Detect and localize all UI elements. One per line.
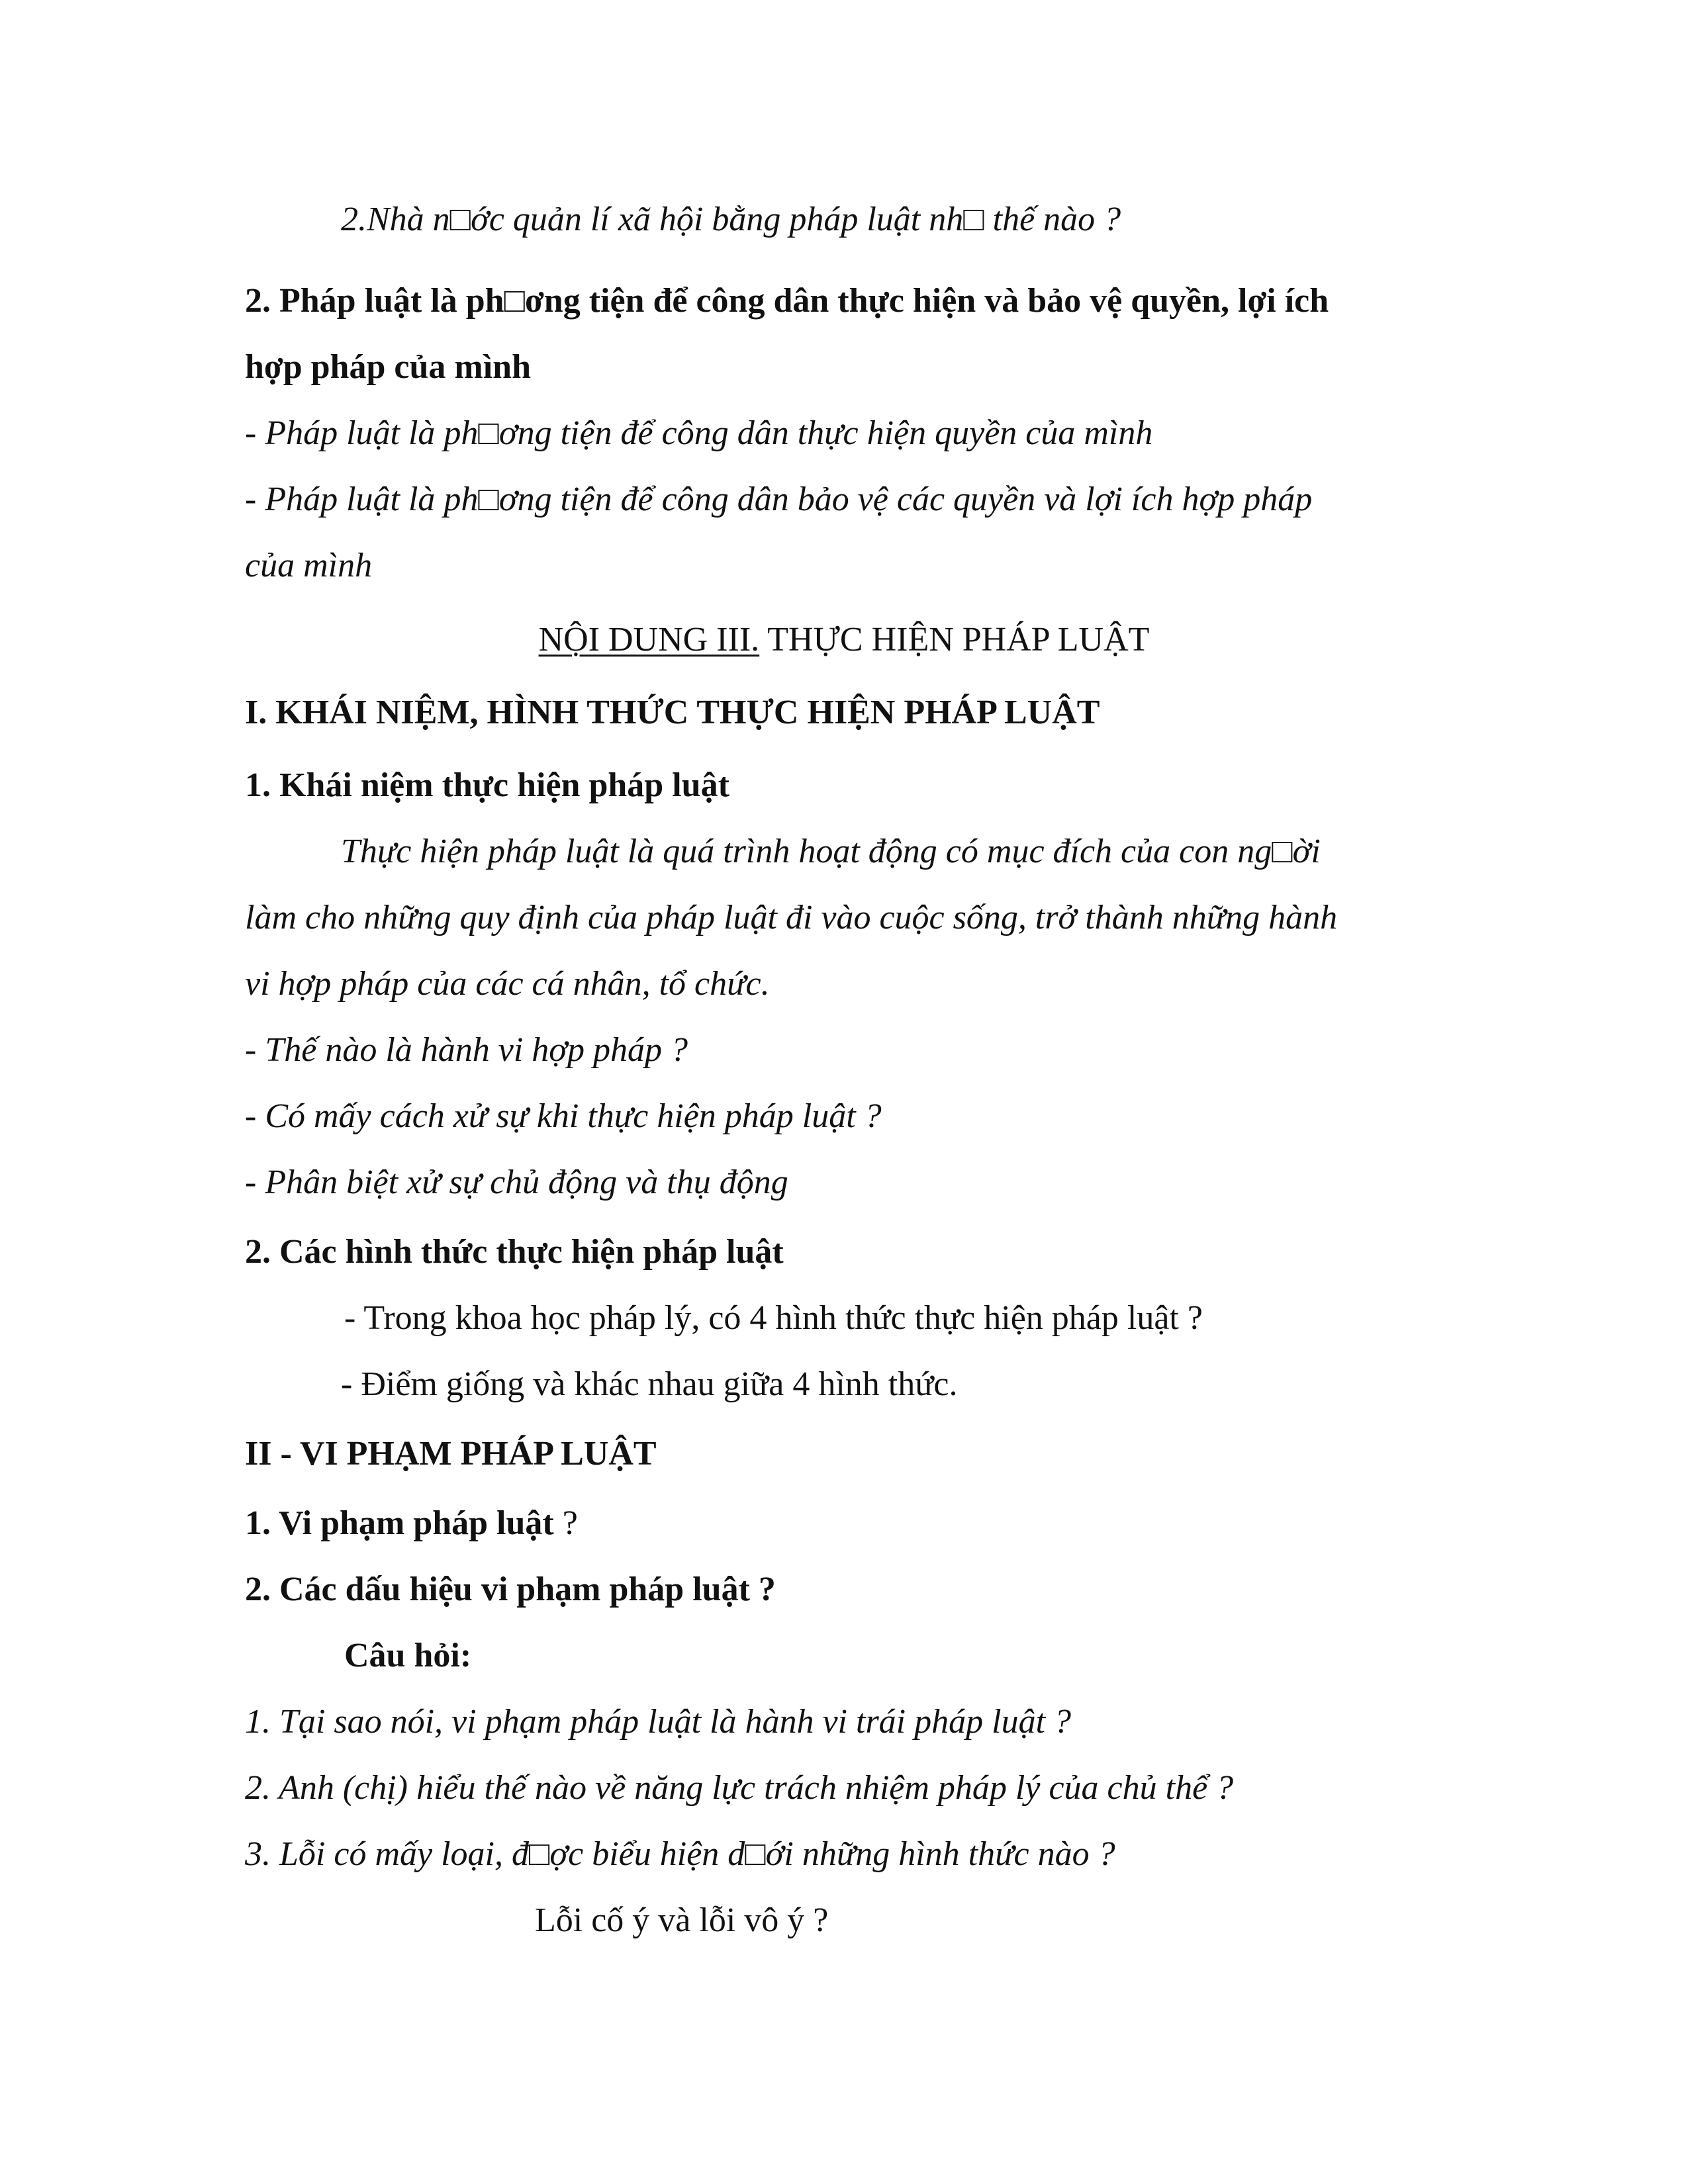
question-2: 2. Anh (chị) hiểu thế nào về năng lực trách nhiệm pháp lý của chủ thể ? [245, 1769, 1234, 1807]
forms-point-2: - Điểm giống và khác nhau giữa 4 hình thức. [341, 1365, 958, 1403]
content-3-title-label: NỘI DUNG III. [538, 621, 760, 659]
question-legal-behavior: - Thế nào là hành vi hợp pháp ? [245, 1031, 688, 1069]
definition-line-1: Thực hiện pháp luật là quá trình hoạt động có mục đích của con ng□ời [341, 833, 1321, 870]
question-1: 1. Tại sao nói, vi phạm pháp luật là hành vi trái pháp luật ? [245, 1703, 1072, 1741]
forms-point-1: - Trong khoa học pháp lý, có 4 hình thức thực hiện pháp luật ? [344, 1299, 1203, 1337]
part-1-heading: I. KHÁI NIỆM, HÌNH THỨC THỰC HIỆN PHÁP LUẬT [245, 694, 1100, 731]
violation-item-1 [245, 1502, 578, 1545]
content-3-title-text: THỰC HIỆN PHÁP LUẬT [759, 621, 1150, 659]
violation-item-1-mark: ? [553, 1504, 578, 1542]
section-2-point-2-line-1: - Pháp luật là ph□ơng tiện để công dân bảo vệ các quyền và lợi ích hợp pháp [245, 480, 1313, 518]
content-3-title [0, 619, 1688, 661]
question-ways: - Có mấy cách xử sự khi thực hiện pháp luật ? [245, 1097, 882, 1135]
section-2-point-2-line-2: của mình [245, 547, 373, 584]
part-2-heading: II - VI PHẠM PHÁP LUẬT [245, 1435, 657, 1473]
violation-item-2: 2. Các dấu hiệu vi phạm pháp luật ? [245, 1570, 776, 1608]
section-2-heading-line-1: 2. Pháp luật là ph□ơng tiện để công dân thực hiện và bảo vệ quyền, lợi ích [245, 282, 1329, 320]
questions-label: Câu hỏi: [344, 1637, 472, 1674]
section-2-heading-line-2: hợp pháp của mình [245, 348, 531, 386]
definition-line-2: làm cho những quy định của pháp luật đi vào cuộc sống, trở thành những hành [245, 899, 1338, 936]
violation-item-1-label: 1. Vi phạm pháp luật [245, 1504, 554, 1542]
fault-types: Lỗi cố ý và lỗi vô ý ? [535, 1901, 829, 1939]
previous-question-2: 2.Nhà n□ớc quản lí xã hội bằng pháp luật nh□ thế nào ? [341, 201, 1121, 238]
item-1-heading: 1. Khái niệm thực hiện pháp luật [245, 766, 729, 804]
definition-line-3: vi hợp pháp của các cá nhân, tổ chức. [245, 965, 770, 1003]
item-2-heading: 2. Các hình thức thực hiện pháp luật [245, 1233, 784, 1271]
question-distinguish: - Phân biệt xử sự chủ động và thụ động [245, 1163, 788, 1201]
question-3: 3. Lỗi có mấy loại, đ□ợc biểu hiện d□ới những hình thức nào ? [245, 1835, 1115, 1873]
section-2-point-1: - Pháp luật là ph□ơng tiện để công dân thực hiện quyền của mình [245, 414, 1153, 452]
